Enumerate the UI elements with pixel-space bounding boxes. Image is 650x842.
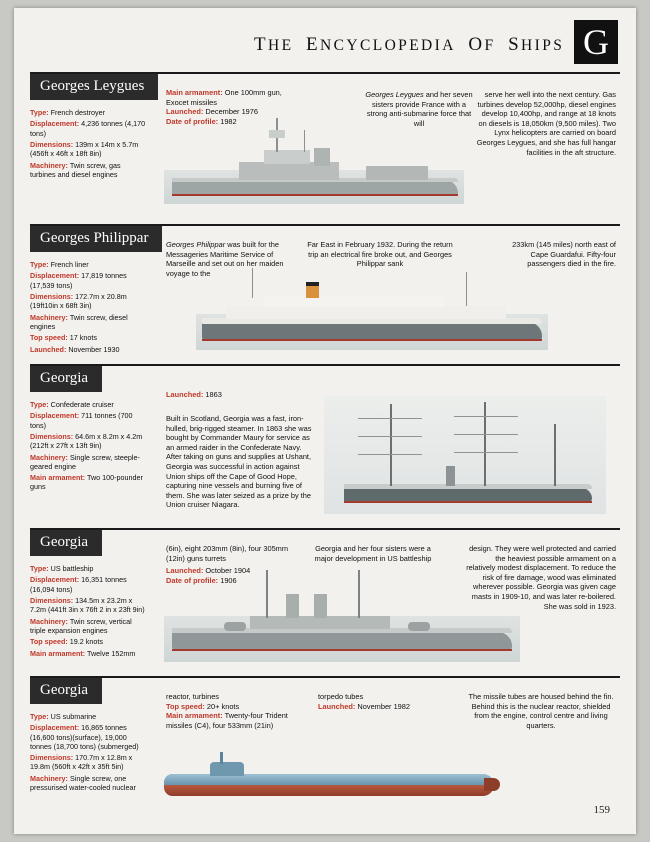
entry-title: Georges Philippar [30, 226, 162, 252]
spec-label: Machinery: [30, 452, 68, 462]
entry-note-left [166, 240, 284, 278]
spec-value: Twin screw, diesel engines [30, 312, 128, 331]
spec-label: Launched: [30, 344, 67, 354]
entry-note-left [166, 692, 306, 730]
note-label: Launched: [166, 566, 204, 576]
spec-label: Type: [30, 564, 49, 573]
entry-note-left [166, 544, 292, 585]
page-header [14, 8, 636, 70]
spec-label: Dimensions: [30, 139, 74, 149]
spec-value: November 1930 [66, 344, 120, 354]
spec-label: Machinery: [30, 160, 68, 170]
spec-value: 711 tonnes (700 tons) [30, 411, 133, 430]
entry-specs [30, 712, 148, 794]
spec-value: 172.7m x 20.8m (19ft10in x 68ft 3in) [30, 291, 127, 311]
note-label: Launched: [166, 107, 204, 117]
divider-rule [30, 364, 620, 366]
entry-title: Georgia [30, 530, 102, 556]
entry-note-left [166, 88, 291, 126]
spec-value: Two 100-pounder guns [30, 473, 143, 492]
entry-note-right: serve her well into the next century. Gas turbines develop 52,000hp, diesel engines develop 10,400hp, and range at 18 knots on diesels is 18,050km (9,500 miles). Two Lynx helicopters are carried on board Georges Leygues, and she has full hangar facilities in the aft structure. [476, 90, 616, 157]
entry-title: Georgia [30, 366, 102, 392]
spec-value: 139m x 14m x 5.7m (456ft x 46ft x 18ft 8in) [30, 139, 139, 159]
note-ship-name: Georges Philippar [166, 240, 226, 249]
spec-value: 4,236 tonnes (4,170 tons) [30, 119, 146, 138]
note-value: October 1904 [203, 566, 251, 576]
spec-value: Single screw, one pressurised water-cooled nuclear [30, 773, 136, 792]
note-text: was built for the Messageries Maritime Service of Marseille and set out on her maiden voyage to the [166, 240, 284, 278]
spec-value: 17,819 tonnes (17,539 tons) [30, 271, 127, 290]
note-text: and her seven sisters provide France with a strong anti-submarine force that will [366, 90, 473, 128]
divider-rule [30, 528, 620, 530]
spec-label: Dimensions: [30, 595, 74, 605]
spec-value: 170.7m x 12.8m x 19.8m (560ft x 42ft x 35ft 5in) [30, 753, 133, 772]
spec-value: 19.2 knots [67, 637, 103, 647]
note-text: reactor, turbines [166, 692, 219, 701]
entry-note-right: design. They were well protected and carried the heaviest possible armament on a relatively modest displacement. To reduce the risk of fire damage, wood was eliminated wherever possible. Georgia was given cage masts in 1909-10, and was later re-boilered. She was sold in 1923. [466, 544, 616, 611]
spec-label: Main armament: [30, 648, 86, 658]
spec-label: Type: [30, 108, 49, 117]
page-number: 159 [593, 804, 610, 816]
entry-note-center [364, 90, 474, 128]
spec-label: Main armament: [30, 473, 86, 483]
spec-value: 17 knots [67, 333, 97, 343]
spec-label: Dimensions: [30, 291, 74, 301]
spec-value: US battleship [48, 564, 94, 573]
note-value: 1906 [218, 575, 237, 585]
spec-label: Type: [30, 260, 49, 269]
entry-note-center [318, 692, 448, 711]
spec-label: Displacement: [30, 271, 80, 281]
spec-label: Displacement: [30, 723, 80, 733]
spec-label: Machinery: [30, 773, 68, 783]
spec-label: Top speed: [30, 637, 68, 647]
entry-note-center: Far East in February 1932. During the return trip an electrical fire broke out, and Georges Philippar sank [307, 240, 453, 269]
spec-value: 134.5m x 23.2m x 7.2m (441ft 3in x 76ft 2 in x 23ft 9in) [30, 595, 145, 615]
note-ship-name: Georges Leygues [365, 90, 424, 99]
book-page [14, 8, 636, 834]
entry-note-right: 233km (145 miles) north east of Cape Guardafui. Fifty-four passengers died in the fire. [512, 240, 616, 269]
spec-label: Displacement: [30, 575, 80, 585]
entry-specs [30, 260, 148, 356]
spec-value: US submarine [48, 712, 97, 721]
spec-value: French destroyer [48, 108, 105, 117]
note-label: Launched: [318, 701, 356, 711]
spec-label: Dimensions: [30, 431, 74, 441]
entry-title: Georgia [30, 678, 102, 704]
spec-value: Twin screw, vertical triple expansion engines [30, 616, 132, 635]
note-value: 1863 [203, 390, 222, 399]
spec-value: Twin screw, gas turbines and diesel engines [30, 160, 121, 179]
entry-specs [30, 564, 148, 660]
note-value: 20+ knots [204, 701, 240, 711]
note-text: torpedo tubes [318, 692, 364, 701]
entry-note-right: The missile tubes are housed behind the fin. Behind this is the nuclear reactor, shielded from the engine, control centre and living quarters. [468, 692, 614, 730]
note-value: Twenty-four Trident missiles (C4), four 533mm (21in) [166, 711, 288, 730]
spec-label: Machinery: [30, 616, 68, 626]
note-value: December 1976 [203, 107, 259, 117]
spec-value: Confederate cruiser [48, 400, 114, 409]
note-label: Launched: [166, 390, 204, 399]
spec-label: Top speed: [30, 333, 68, 343]
spec-label: Type: [30, 712, 49, 721]
note-label: Main armament: [166, 88, 223, 97]
spec-value: French liner [48, 260, 89, 269]
section-letter: G [574, 20, 618, 64]
spec-value: Single screw, steeple-geared engine [30, 452, 140, 471]
page-title: THE ENCYCLOPEDIA OF SHIPS [254, 34, 565, 55]
entry-note-body: Built in Scotland, Georgia was a fast, iron-hulled, brig-rigged steamer. In 1863 she was bought by Commander Maury for service as an armed raider in the Confederate Navy. After taking on guns and supplies at Ushant, Georgia was successful in action against Union ships off the Cape of Good Hope, capturing nine vessels and burning five of them. She was later seized as a prize by the Union cruiser Niagara. [166, 414, 312, 510]
note-value: November 1982 [355, 701, 411, 711]
note-text: (6in), eight 203mm (8in), four 305mm (12in) guns turrets [166, 544, 288, 563]
note-label: Main armament: [166, 711, 223, 721]
note-label: Date of profile: [166, 116, 219, 126]
spec-value: 16,865 tonnes (16,600 tons)(surface), 19,000 tonnes (18,700 tons) (submerged) [30, 723, 139, 751]
note-value: One 100mm gun, Exocet missiles [166, 88, 282, 107]
spec-label: Machinery: [30, 312, 68, 322]
note-label: Top speed: [166, 701, 205, 711]
spec-label: Type: [30, 400, 49, 409]
note-value: 1982 [218, 116, 237, 126]
spec-label: Displacement: [30, 411, 80, 421]
spec-value: Twelve 152mm [85, 648, 136, 658]
spec-value: 16,351 tonnes (16,094 tons) [30, 575, 127, 594]
spec-value: 64.6m x 8.2m x 4.2m (212ft x 27ft x 13ft 9in) [30, 431, 143, 451]
entry-note-center: Georgia and her four sisters were a major development in US battleship [314, 544, 432, 563]
entry-title: Georges Leygues [30, 74, 158, 100]
divider-rule [30, 676, 620, 678]
spec-label: Dimensions: [30, 753, 74, 763]
entry-note-launched [166, 390, 302, 400]
entry-specs [30, 108, 148, 181]
spec-label: Displacement: [30, 119, 80, 129]
note-label: Date of profile: [166, 575, 219, 585]
entry-specs [30, 400, 148, 494]
